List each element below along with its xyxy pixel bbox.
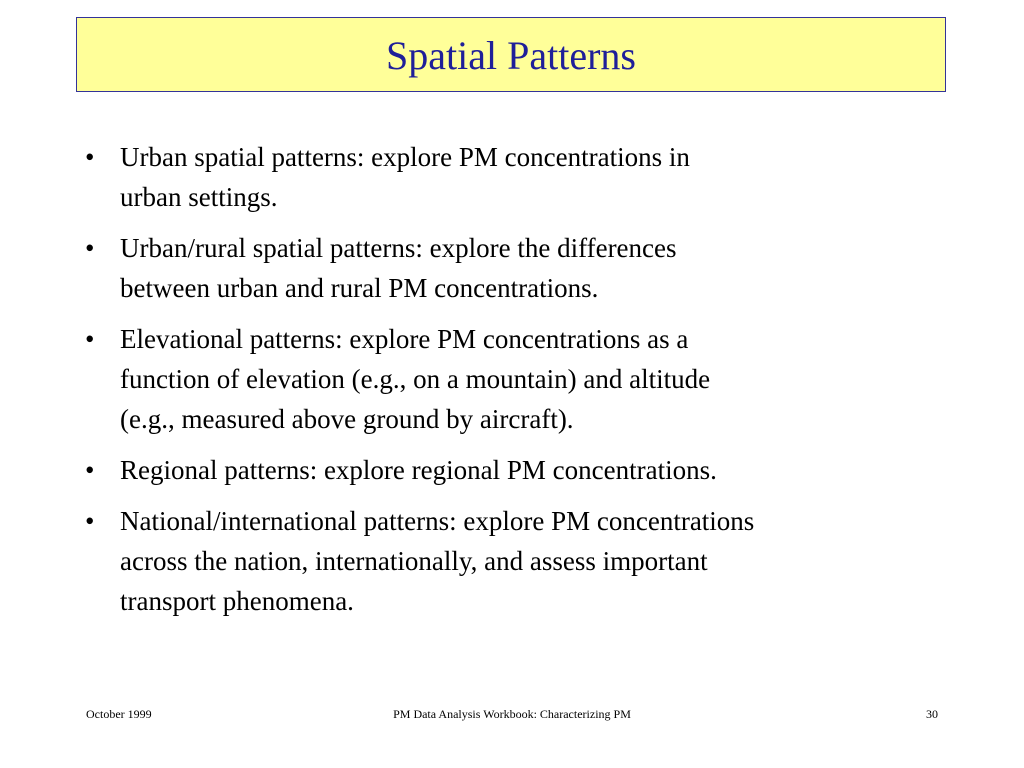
bullet-icon: • xyxy=(85,455,95,485)
title-box xyxy=(76,17,946,92)
bullet-item xyxy=(83,450,953,490)
slide-title: Spatial Patterns xyxy=(386,32,636,78)
bullet-text xyxy=(120,501,953,621)
bullet-text xyxy=(120,228,953,308)
bullet-line: across the nation, internationally, and assess important xyxy=(120,546,708,576)
bullet-line: between urban and rural PM concentrations. xyxy=(120,273,599,303)
bullet-line: (e.g., measured above ground by aircraft). xyxy=(120,404,574,434)
bullet-item xyxy=(83,319,953,439)
bullet-line: Elevational patterns: explore PM concentrations as a xyxy=(120,324,689,354)
bullet-line: urban settings. xyxy=(120,182,278,212)
bullet-line: Urban spatial patterns: explore PM concentrations in xyxy=(120,142,690,172)
bullet-icon: • xyxy=(85,506,95,536)
bullet-line: Urban/rural spatial patterns: explore the differences xyxy=(120,233,677,263)
bullet-text xyxy=(120,137,953,217)
bullet-line: function of elevation (e.g., on a mountain) and altitude xyxy=(120,364,711,394)
page-number: 30 xyxy=(926,707,938,721)
bullet-item xyxy=(83,501,953,621)
bullet-text xyxy=(120,450,953,490)
bullet-list xyxy=(83,137,953,632)
bullet-line: transport phenomena. xyxy=(120,586,354,616)
bullet-item xyxy=(83,137,953,217)
bullet-line: Regional patterns: explore regional PM concentrations. xyxy=(120,455,717,485)
bullet-item xyxy=(83,228,953,308)
footer-title: PM Data Analysis Workbook: Characterizing PM xyxy=(393,707,631,721)
bullet-icon: • xyxy=(85,142,95,172)
bullet-icon: • xyxy=(85,233,95,263)
bullet-line: National/international patterns: explore PM concentrations xyxy=(120,506,755,536)
footer-date: October 1999 xyxy=(86,707,152,721)
bullet-text xyxy=(120,319,953,439)
bullet-icon: • xyxy=(85,324,95,354)
